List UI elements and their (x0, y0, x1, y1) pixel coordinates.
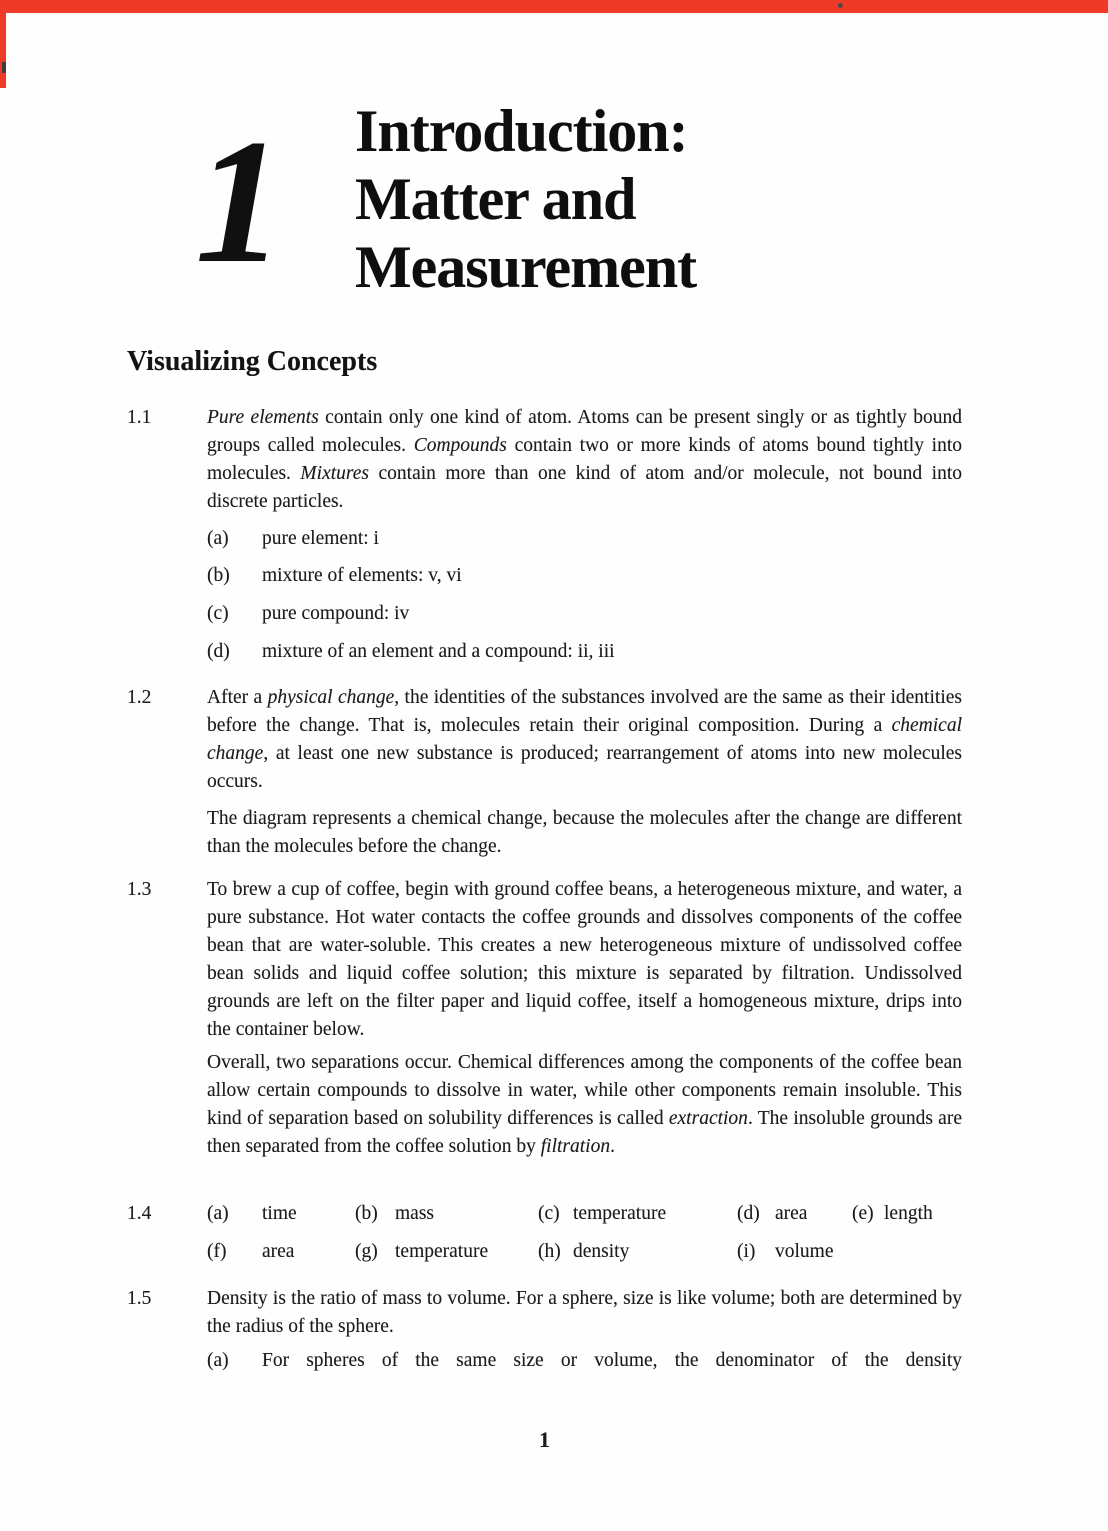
scan-artifact-top-red-bar (0, 0, 1108, 13)
option-label: (e) (852, 1203, 874, 1224)
problem-number: 1.2 (127, 687, 152, 708)
option-text: time (262, 1203, 297, 1224)
problem-body: To brew a cup of coffee, begin with ground coffee beans, a heterogeneous mixture, and water, a pure substance. Hot water contacts the coffee grounds and dissolves components of the coffee bean that are water-soluble. This creates a new heterogeneous mixture of undissolved coffee bean solids and liquid coffee solution; this mixture is separated by filtration. Undissolved grounds are left on the filter paper and liquid coffee, itself a homogeneous mixture, drips into the container below. (207, 879, 962, 1040)
option-label: (d) (737, 1203, 760, 1224)
chapter-number: 1 (195, 102, 284, 300)
problem-number: 1.3 (127, 879, 152, 900)
list-item-d (207, 638, 967, 666)
option-label: (c) (538, 1203, 560, 1224)
scan-artifact-left-red-edge (0, 12, 6, 88)
page-number: 1 (539, 1427, 550, 1452)
problem-body: Overall, two separations occur. Chemical differences among the components of the coffee bean allow certain compounds to dissolve in water, while other components remain insoluble. This kind of separation based on solubility differences is called extraction. The insoluble grounds are then separated from the coffee solution by filtration. (207, 1052, 962, 1157)
problem-1-3-paragraph-2 (127, 1049, 962, 1161)
option-label: (f) (207, 1241, 227, 1262)
problem-1-2-paragraph-2 (127, 805, 962, 861)
option-text: volume (775, 1241, 834, 1262)
option-text: area (262, 1241, 295, 1262)
list-item-label: (b) (207, 565, 230, 586)
problem-number: 1.4 (127, 1203, 152, 1224)
list-item-text: mixture of elements: v, vi (262, 565, 462, 586)
list-item-label: (d) (207, 641, 230, 662)
chapter-title (355, 97, 696, 301)
option-text: temperature (395, 1241, 489, 1262)
list-item-text: pure element: i (262, 528, 379, 549)
list-item-a (207, 1347, 967, 1375)
list-item-b (207, 562, 967, 590)
section-heading: Visualizing Concepts (127, 346, 378, 377)
list-item-label: (a) (207, 1350, 229, 1371)
problem-1-1 (127, 404, 962, 516)
problem-1-2 (127, 684, 962, 796)
problem-number: 1.1 (127, 407, 152, 428)
problem-1-3 (127, 876, 962, 1044)
problem-1-4-row-1 (0, 1200, 1108, 1228)
problem-body: Pure elements contain only one kind of atom. Atoms can be present singly or as tightly bound groups called molecules. Compounds contain two or more kinds of atoms bound tightly into molecules. Mixtures contain more than one kind of atom and/or molecule, not bound into discrete particles. (207, 407, 962, 512)
list-item-text: mixture of an element and a compound: ii, iii (262, 641, 615, 662)
list-item-a (207, 525, 967, 553)
option-label: (h) (538, 1241, 561, 1262)
list-item-text: For spheres of the same size or volume, the denominator of the density (262, 1350, 962, 1371)
chapter-title-line-2: Matter and (355, 166, 636, 232)
list-item-c (207, 600, 967, 628)
option-text: temperature (573, 1203, 667, 1224)
option-text: mass (395, 1203, 434, 1224)
problem-number: 1.5 (127, 1288, 152, 1309)
option-label: (i) (737, 1241, 756, 1262)
option-label: (b) (355, 1203, 378, 1224)
problem-body: After a physical change, the identities of the substances involved are the same as their identities before the change. That is, molecules retain their original composition. During a chemical change, at least one new substance is produced; rearrangement of atoms into new molecules occurs. (207, 687, 962, 792)
list-item-label: (c) (207, 603, 229, 624)
option-text: density (573, 1241, 630, 1262)
list-item-text: pure compound: iv (262, 603, 410, 624)
option-text: area (775, 1203, 808, 1224)
option-text: length (884, 1203, 933, 1224)
chapter-title-line-1: Introduction: (355, 98, 688, 164)
chapter-title-line-3: Measurement (355, 234, 697, 300)
scan-speck (838, 3, 843, 8)
problem-1-5 (127, 1285, 962, 1341)
problem-1-4-row-2 (0, 1238, 1108, 1266)
list-item-label: (a) (207, 528, 229, 549)
option-label: (a) (207, 1203, 229, 1224)
problem-body: The diagram represents a chemical change, because the molecules after the change are different than the molecules before the change. (207, 808, 962, 857)
option-label: (g) (355, 1241, 378, 1262)
problem-body: Density is the ratio of mass to volume. For a sphere, size is like volume; both are determined by the radius of the sphere. (207, 1288, 962, 1337)
scan-speck (2, 62, 6, 73)
